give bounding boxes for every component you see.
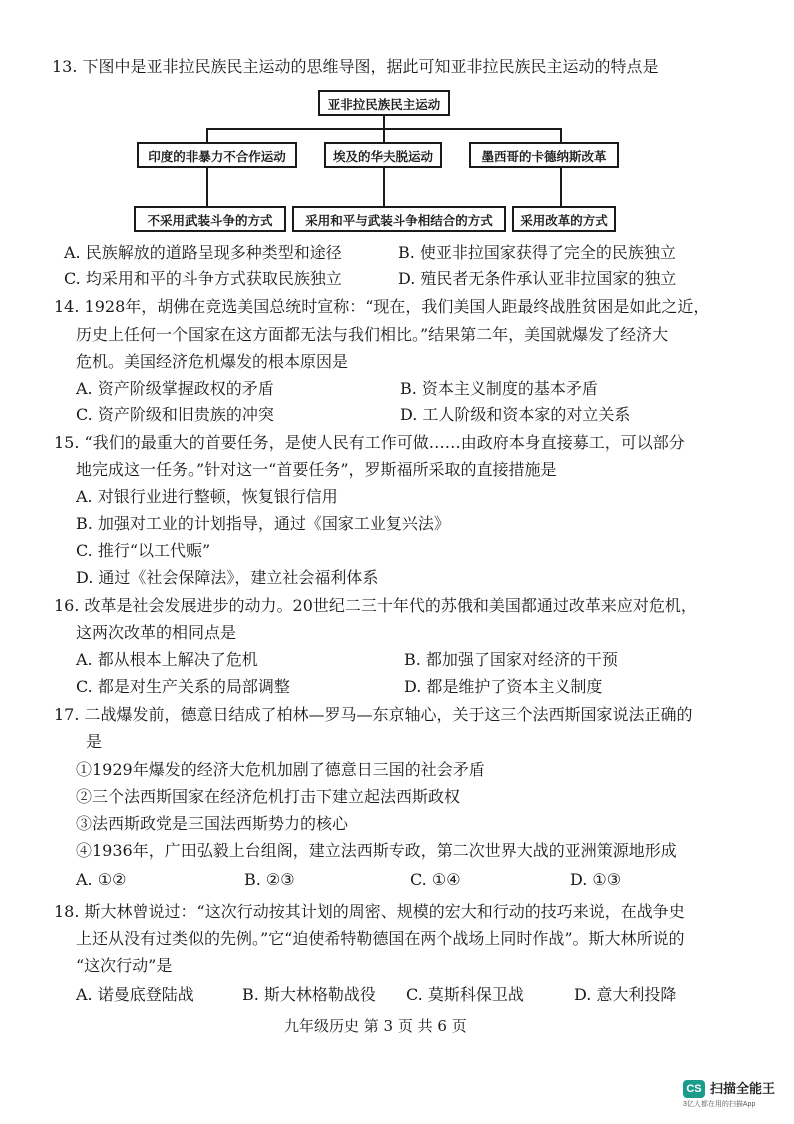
q14-stem-line3: 危机。美国经济危机爆发的根本原因是 <box>76 352 349 371</box>
q14-option-a: A. 资产阶级掌握政权的矛盾 <box>76 379 274 398</box>
q14-option-b: B. 资本主义制度的基本矛盾 <box>400 379 598 398</box>
page-footer: 九年级历史 第 3 页 共 6 页 <box>284 1017 467 1035</box>
camscanner-logo-icon: CS <box>683 1080 705 1098</box>
q16-stem-line2: 这两次改革的相同点是 <box>76 623 237 642</box>
q16-stem-line1: 16. 改革是社会发展进步的动力。20世纪二三十年代的苏俄和美国都通过改革来应对危机， <box>54 596 697 615</box>
connector <box>206 168 208 206</box>
q15-option-b: B. 加强对工业的计划指导，通过《国家工业复兴法》 <box>76 514 450 533</box>
q17-option-d: D. ①③ <box>570 870 622 889</box>
q16-option-c: C. 都是对生产关系的局部调整 <box>76 677 290 696</box>
connector <box>383 116 385 128</box>
q13-option-a: A. 民族解放的道路呈现多种类型和途径 <box>64 243 342 262</box>
q13-option-d: D. 殖民者无条件承认亚非拉国家的独立 <box>398 269 677 288</box>
diagram-leaf-india: 不采用武装斗争的方式 <box>134 206 286 232</box>
connector <box>383 128 385 142</box>
q18-stem-line3: “这次行动”是 <box>76 956 173 975</box>
q18-stem-line1: 18. 斯大林曾说过：“这次行动按其计划的周密、规模的宏大和行动的技巧来说，在战争史 <box>54 902 685 921</box>
q15-stem-line1: 15. “我们的最重大的首要任务，是使人民有工作可做……由政府本身直接募工，可以部分 <box>54 433 685 452</box>
q17-item-3: ③法西斯政党是三国法西斯势力的核心 <box>76 814 349 833</box>
q15-option-d: D. 通过《社会保障法》，建立社会福利体系 <box>76 568 379 587</box>
connector <box>206 128 208 142</box>
q17-stem-line1: 17. 二战爆发前，德意日结成了柏林—罗马—东京轴心，关于这三个法西斯国家说法正确的 <box>54 705 693 724</box>
q14-stem-line1: 14. 1928年，胡佛在竞选美国总统时宣称：“现在，我们美国人距最终战胜贫困是如此之近， <box>54 297 710 316</box>
q16-option-d: D. 都是维护了资本主义制度 <box>404 677 603 696</box>
q18-stem-line2: 上还从没有过类似的先例。”它“迫使希特勒德国在两个战场上同时作战”。斯大林所说的 <box>76 929 685 948</box>
connector <box>560 168 562 206</box>
watermark-title: 扫描全能王 <box>710 1081 776 1096</box>
connector <box>383 168 385 206</box>
diagram-root: 亚非拉民族民主运动 <box>318 90 450 116</box>
q15-stem-line2: 地完成这一任务。”针对这一“首要任务”，罗斯福所采取的直接措施是 <box>76 460 557 479</box>
q17-option-b: B. ②③ <box>244 870 295 889</box>
q17-option-c: C. ①④ <box>410 870 461 889</box>
q18-option-c: C. 莫斯科保卫战 <box>406 985 524 1004</box>
q18-option-a: A. 诺曼底登陆战 <box>76 985 194 1004</box>
q17-item-4: ④1936年，广田弘毅上台组阁，建立法西斯专政，第二次世界大战的亚洲策源地形成 <box>76 841 677 860</box>
q17-item-1: ①1929年爆发的经济大危机加剧了德意日三国的社会矛盾 <box>76 760 485 779</box>
diagram-leaf-mexico: 采用改革的方式 <box>512 206 616 232</box>
q14-stem-line2: 历史上任何一个国家在这方面都无法与我们相比。”结果第二年，美国就爆发了经济大 <box>76 325 669 344</box>
diagram-leaf-egypt: 采用和平与武装斗争相结合的方式 <box>292 206 506 232</box>
q16-option-a: A. 都从根本上解决了危机 <box>76 650 258 669</box>
diagram-branch-egypt: 埃及的华夫脱运动 <box>324 142 442 168</box>
q15-option-a: A. 对银行业进行整顿，恢复银行信用 <box>76 487 338 506</box>
watermark-subtitle: 3亿人都在用的扫描App <box>683 1101 756 1108</box>
diagram-branch-mexico: 墨西哥的卡德纳斯改革 <box>469 142 619 168</box>
q16-option-b: B. 都加强了国家对经济的干预 <box>404 650 618 669</box>
diagram-branch-india: 印度的非暴力不合作运动 <box>137 142 297 168</box>
connector <box>560 128 562 142</box>
q14-option-d: D. 工人阶级和资本家的对立关系 <box>400 405 631 424</box>
q13-option-c: C. 均采用和平的斗争方式获取民族独立 <box>64 269 342 288</box>
q13-stem: 13. 下图中是亚非拉民族民主运动的思维导图，据此可知亚非拉民族民主运动的特点是 <box>52 57 659 76</box>
q15-option-c: C. 推行“以工代赈” <box>76 541 211 560</box>
q14-option-c: C. 资产阶级和旧贵族的冲突 <box>76 405 274 424</box>
q18-option-d: D. 意大利投降 <box>574 985 677 1004</box>
q13-option-b: B. 使亚非拉国家获得了完全的民族独立 <box>398 243 676 262</box>
q18-option-b: B. 斯大林格勒战役 <box>242 985 376 1004</box>
q17-option-a: A. ①② <box>76 870 127 889</box>
q17-stem-line2: 是 <box>86 732 103 751</box>
q17-item-2: ②三个法西斯国家在经济危机打击下建立起法西斯政权 <box>76 787 461 806</box>
